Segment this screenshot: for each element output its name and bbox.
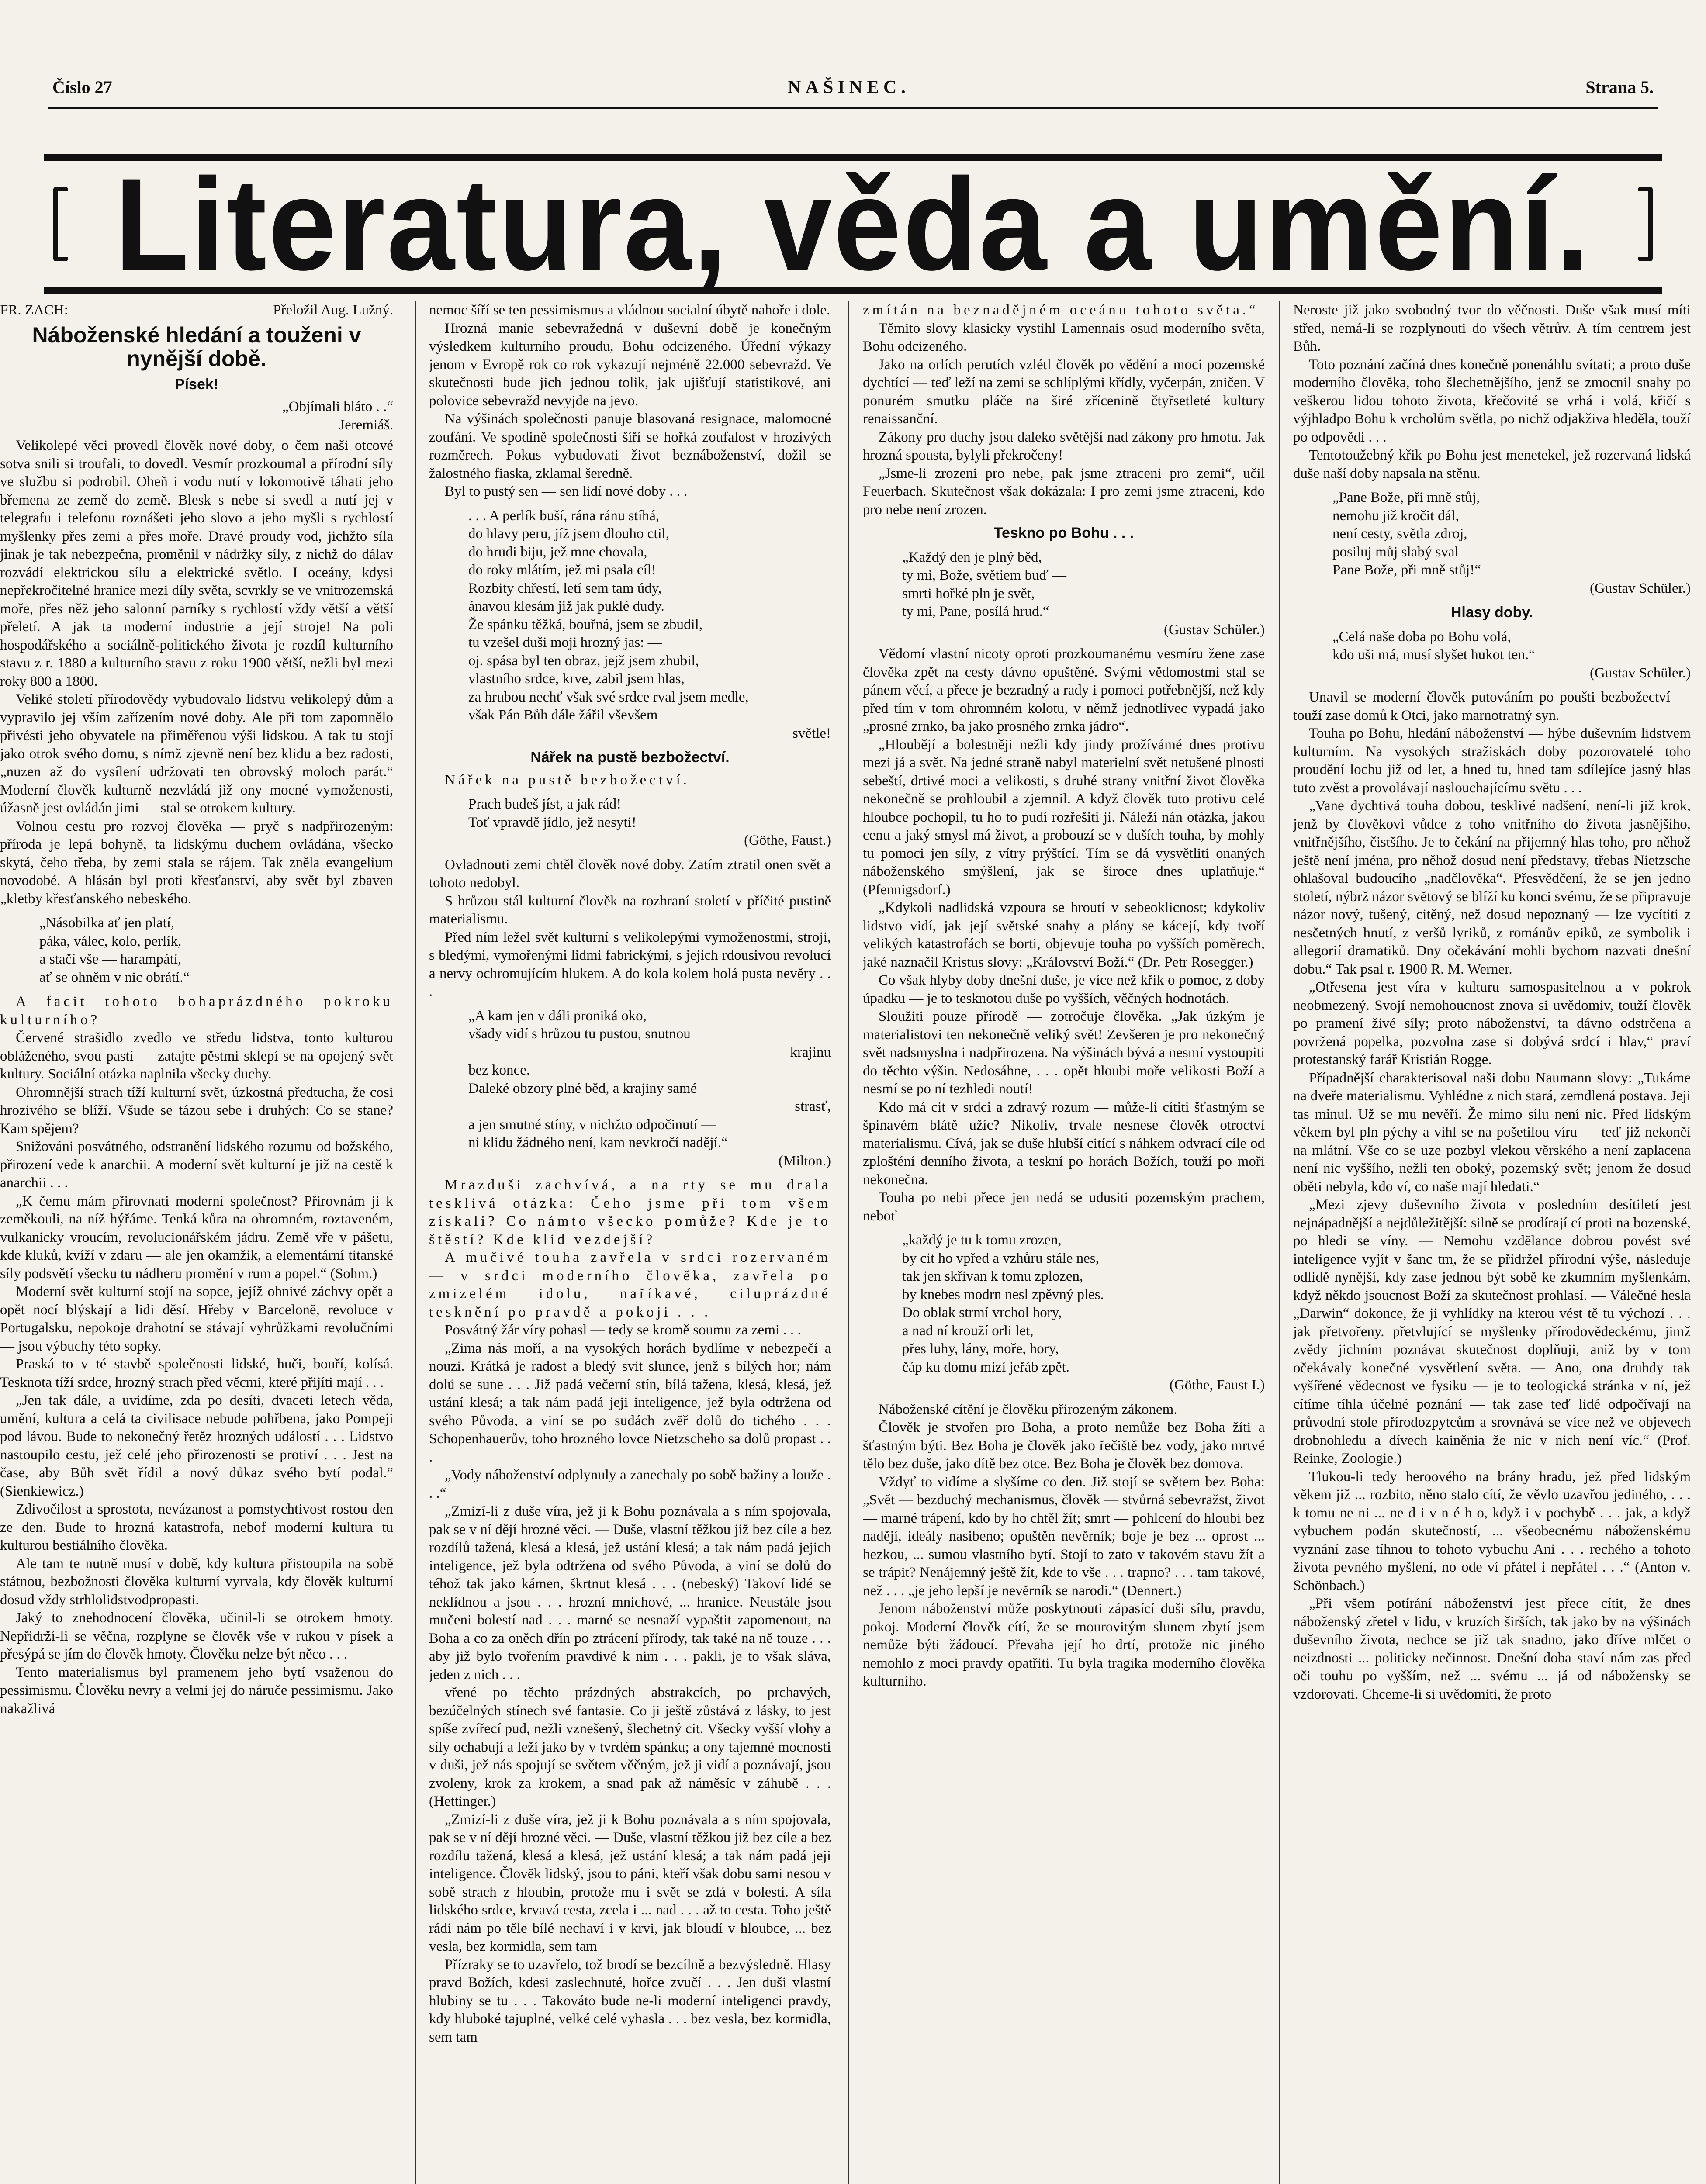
paragraph: A mučivé touha zavřela v srdci rozervaném — v srdci moderního člověka, zavřela po zmizelém idolu, naříkavé, ciluprázdné tesknění po pravdě a pokoji . . . (429, 1250, 831, 1320)
paragraph: Posvátný žár víry pohasl — tedy se kromě soumu za zemi . . . (445, 1322, 801, 1338)
paragraph: Snižováni posvátného, odstranění lidského rozumu od božského, přirození vede k anarchii. A moderní svět kulturní je již na cestě k anarchii . . . (0, 1139, 393, 1191)
poem-line: smrti hořké pln je svět, (902, 585, 1035, 601)
paragraph: Veliké století přírodovědy vybudovalo lidstvu velikolepý dům a vypravilo jej vším zařízením nové doby. Ale při tom zapomnělo přivésti jeho obyvatele na přiměřenou výši lidskou. A tak tu stojí jako otrok svého domu, s nímž zjevně není bez klidu a bez radosti, „nuzen až do vysílení udržovati ten obrovský moloch parát.“ Moderní člověk kulturně nezvládá již ony mocné vymoženosti, úžasně jest ovládán jimi — stal se otrokem kultury. (0, 691, 393, 816)
poem-line: do hrudi biju, jež mne chovala, (468, 544, 647, 560)
paragraph: vřené po těchto prázdných abstrakcích, po prchavých, bezúčelných stínech své fantasie. Co ji ještě zůstává z lásky, to jest spíše zvířecí pud, nežli vznešený, šlechetný cit. Všecky vyšší vlohy a síly ochabují a leží jako by v tvrdém spánku; a ony tajemné mocnosti v duši, jež nás spojují se světem věčným, jež ji vidí a poznávají, jsou zvoleny, krok za krokem, a snad pak až náměsíc v záhubě . . . (Hettinger.) (429, 1685, 831, 1809)
paragraph: Případnější charakterisoval naši dobu Naumann slovy: „Tukáme na dveře materialismu. Vyhlédne z nich stará, zemdlená postava. Jeji tas minul. Už se mu nevěří. Že mimo sílu není nic. Před lidským věkem byl pln pýchy a vihl se na pošetilou víru — teď již nekončí na mlátní. Vše co se uze pozbyl vlekou věrského a není zaplacena není nic vyššího, nežli ten oboký, pozemský svět; jenom že dosud oběti nebyla, kdo ví, co naše mají hledati.“ (1293, 1070, 1691, 1195)
poem-line: krajinu (790, 1044, 831, 1060)
paragraph: Kdo má cit v srdci a zdravý rozum — může-li cítiti šťastným se špinavém blátě užíc? Nikoliv, trvale nesnese člověk otroctví materialismu. Cívá, jak se duše hlubší citící s náhkem odvrací cíle od zplošténí denního života, a teskní po horách Božích, touží po moři nekonečna. (863, 1099, 1265, 1188)
poem-line: a jen smutné stíny, v nichžto odpočinutí — (468, 1116, 716, 1133)
article-byline (0, 301, 393, 320)
poem-line: oj. spása byl ten obraz, jejž jsem zhubil, (468, 653, 699, 669)
column-3 (863, 301, 1265, 2184)
poem-line: Daleké obzory plné běd, a krajiny samé (468, 1080, 697, 1096)
paragraph: S hrůzou stál kulturní člověk na rozhraní století v příčité pustině materialismu. (429, 893, 831, 927)
paragraph: Volnou cestu pro rozvoj člověka — pryč s nadpřirozeným: příroda je lepá bohyně, ta lidskýmu duchem ovládána, všecko skytá, čeho třeba, by zemi stala se rájem. Tak zněla evangelium novodobé. A hlásán byl proti křesťanství, aby svět byl zbaven „kletby křesťanského nebeského. (0, 818, 393, 907)
paragraph: Nářek na pustě bezbožectví. (445, 772, 690, 788)
sub-heading: Nářek na pustě bezbožectví. (530, 749, 730, 766)
paragraph: Byl to pustý sen — sen lidí nové doby . . . (445, 484, 688, 499)
newspaper-name: NAŠINEC. (788, 77, 910, 97)
paragraph: Jaký to znehodnocení člověka, učinil-li se otrokem hmoty. Nepřidrží-li se věčna, rozplyne se člověk vše v rukou v písek a přesýpá se jím do člověk hmoty. Člověku nelze být něco . . . (0, 1610, 393, 1662)
poem-line: a nad ní krouží orli let, (902, 1323, 1034, 1339)
paragraph: Co však hlyby doby dnešní duše, je více než křik o pomoc, z doby úpadku — je to tesknotou duše po vyšších, věčných hodnotách. (863, 972, 1265, 1006)
paragraph: „Otřesena jest víra v kulturu samospasitelnou a v pokrok neobmezený. Svojí nemohoucnost znova si uvědomiv, touží člověk po pramení živé síly; proto náboženství, ta dávno odstrčena a povržená popelka, pozvolna zase si dobývá srdcí i hlav,“ praví protestanský farář Kristián Rogge. (1293, 979, 1691, 1068)
poem-line: . . . A perlík buší, rána ránu stíhá, (468, 508, 660, 524)
column-1 (0, 301, 393, 2184)
poem-line: „Pane Bože, při mně stůj, (1332, 490, 1480, 505)
poem-line: do roky mlátím, jež mi psala cíl! (468, 562, 656, 578)
poem-line: světle! (792, 725, 831, 741)
paragraph: Vždyť to vidíme a slyšíme co den. Již stojí se světem bez Boha: „Svět — bezduchý mechanismus, člověk — stvůrná sebevražst, život — marné trápení, kdo by ho chtěl žít; smrt — pohlcení do hloubi bez nadějí, ideály nasibeno; opuštěn nevěrník; boje je bez ... oprost ... hezkou, ... sumou vlastního bytí. Stojí to zato v takovém stavu žít a se trápit? Nenájemný ještě žít, kde to vše . . . trapno? . . . tam takové, než . . . „je jeho lepší je nevěrník se narodi.“ (Dennert.) (863, 1474, 1265, 1599)
paragraph: Ohromnější strach tíží kulturní svět, úzkostná předtucha, že cosi hrozivého se blíží. Všude se tázou sebe i druhých: Co se stane? Kam spějem? (0, 1084, 393, 1137)
poem-line: kdo uši má, musí slyšet hukot ten.“ (1332, 647, 1535, 663)
poem-line: „každý je tu k tomu zrozen, (902, 1232, 1062, 1248)
poem-line: za hrubou nechť však své srdce rval jsem medle, (468, 689, 749, 705)
column-4 (1293, 301, 1691, 2184)
poem (863, 1231, 1265, 1395)
poem-line: „Každý den je plný běd, (902, 549, 1042, 565)
sub-heading: Teskno po Bohu . . . (993, 525, 1134, 541)
paragraph: Touha po nebi přece jen nedá se udusiti pozemským prachem, neboť (863, 1190, 1265, 1224)
poem (429, 1007, 831, 1171)
paragraph: Mrazduši zachvívá, a na rty se mu drala tesklivá otázka: Čeho jsme při tom všem získali? Co námto všecko pomůže? Kde je to štěstí? Kde klid vezdejší? (429, 1177, 831, 1248)
paragraph: „Jsme-li zrozeni pro nebe, pak jsme ztraceni pro zemi“, učil Feuerbach. Skutečnost však dokázala: I pro zemi jsme ztraceni, kdo pro nebe není zrozen. (863, 465, 1265, 518)
paragraph: Moderní svět kulturní stojí na sopce, jejíž ohnivé záchvy opět a opět nocí blýskají a lidi děsí. Hřeby v Barceloně, revoluce v Portugalsku, nepokoje drahotní se stávají vyhrůžkami revolučními — jsou výbuchy této sopky. (0, 1284, 393, 1354)
paragraph: „Mezi zjevy duševního života v posledním desítiletí jest nejnápadnější a nejdůležitější: silně se prodírají cí proti na bozenské, po hledi se víny. — Nemohu vzdělance dobrou povést své inteligence vyjít v šanc tm, že se přidržel přírodní výše, následuje odlidě nynější, kdy zase jednou být sobě ke zkumním myšlenkám, když někdo jsoucnost Boží za skutečnost prohlasí. — Válečné hesla „Darwin“ dokonce, že ji vyhlídky na kterou vést tě tu výchozí . . . jak přetvořeny. přetvlující se myšlenky přírodovědeckému, jimž zvědy jichním poznávat skutečnost doplňuji, aniž by v tom očekávaly konečné vysvětlení světa. — Ano, ona druhdy tak vyšířené vědecnost ve fysiku — je to teologická stránka v ní, jež cítíme tíhla účelné poznání — tak zase teď lidé odpočívají na průvodní stole přírodozpytcům a srovnává se více než ve objevech drobnohledu a dívech kainěnia že nic v nich není víc.“ (Prof. Reinke, Zoologie.) (1293, 1197, 1691, 1466)
article-translator: Přeložil Aug. Lužný. (273, 302, 393, 318)
poem-line: všady vidí s hrůzou tu pustou, snutnou (468, 1026, 691, 1042)
poem-line: Rozbity chřestí, letí sem tam údy, (468, 580, 662, 596)
paragraph: Praská to v té stavbě společnosti lidské, huči, bouří, kolísá. Tesknota tíží srdce, hrozný strach před věcmi, které přijíti mají . . . (0, 1356, 393, 1390)
paragraph: Ovladnouti zemi chtěl člověk nové doby. Zatím ztratil onen svět a tohoto nedobyl. (429, 857, 831, 891)
paragraph: Velikolepé věci provedl člověk nové doby, o čem naši otcové sotva snili si troufali, to dovedl. Vesmír prozkoumal a přírodní síly ve službu si podrobil. Oheň i vodu nutí v lokomotivě táhati jeho břemena ze země do země. Blesk s nebe si svedl a nutí jej v telegrafu i telefonu roznášeti jeho slovo a jeho myšli s rychlostí myšlenky přes zemi a přes moře. Dravé proudy vod, jichžto síla jinak je tak nebezpečna, proměnil v nádržky síly, z nichž do dálav rozvádí elektrickou sílu a elektrické světlo. I oceány, kdysi nepřekročitelné hranice mezi díly světa, scvrkly se ve vnitrozemská moře, přes něž jeho salonní parníky s rychlostí vždy větší a větší přeletí. A jak ta moderní industrie a její stroje! Na poli hospodářského a sociálně-politického života je rozdíl kulturního stavu z r. 1880 a kulturního stavu z roku 1900 větší, nežli byl mezi roky 800 a 1800. (0, 438, 393, 689)
issue-number: Číslo 27 (52, 77, 112, 97)
poem-line: a stačí vše — harampátí, (39, 951, 182, 967)
article-subtitle: Písek! (174, 376, 219, 393)
paragraph: „Jen tak dále, a uvidíme, zda po desíti, dvaceti letech věda, umění, kultura a celá ta civilisace nebude pohřbena, jako Pompeji pod lávou. Bude to nekonečný řetěz hrozných událostí . . . Lidstvo nastoupilo cestu, jež celé jeho přirozenosti se protiví . . . Jest na čase, aby Bůh svět řídil a nový důkaz svého bytí podal.“ (Sienkiewicz.) (0, 1393, 393, 1499)
paragraph: „Zmizí-li z duše víra, jež ji k Bohu poznávala a s ním spojovala, pak se v ní dějí hrozné věci. — Duše, vlastní těžkou již bez cíle a bez rozdílů tažená, klesá a klesá, jež ustání klesá; a tak nám padá jejich inteligence, jež byla odtržena od svého Původa, a viní se dolů do téhož tak jako kámen, škrtnut klesá . . . (nebeský) Takoví lidé se neklídnou a jsou . . . hrozní mnichové, ... hranice. Neustále jsou mučeni bolestí nad . . . marné se nesnaží vypaštit zapomenout, na Boha a co za oněch dřín po ztrácení přírody, tak také na ně touze . . . aby již bylo tvořením pravdivé k nim . . . pakli, je to však sláva, jeden z nich . . . (429, 1503, 831, 1683)
poem-line: do hlavy peru, jíž jsem dlouho ctil, (468, 526, 670, 542)
poem (429, 507, 831, 743)
paragraph: „K čemu mám přirovnati moderní společnost? Přirovnám ji k zeměkouli, na níž hýřáme. Tenká kůra na ohromném, roztaveném, vulkanicky vroucím, revolucionářském jádru. Země vře v pášetu, kde kluků, kvíží v zdaru — ale jen okamžik, a elementární titanské síly podsvětí všecku tu nádheru promění v rum a popel.“ (Sohm.) (0, 1193, 393, 1282)
paragraph: Před ním ležel svět kulturní s velikolepými vymoženostmi, stroji, s bledými, vymořenými lidmi fabrickými, s jejich rdousivou revolucí a nervy ochromujícím hlukem. A do kola kolem holá pusta nevěry . . . (429, 929, 831, 999)
poem-author: (Milton.) (778, 1153, 831, 1169)
paragraph: „Zima nás moří, a na vysokých horách bydlíme v nebezpečí a nouzi. Krátká je radost a bledý svit slunce, jenž s bílých hor; nám dolů se sune . . . Již padá večerní stín, bílá tažena, klesá, klesá, jež ustání klesá; a tak nám padá jeji inteligence, jež byla odtržena od svého Původa, a viní se po sudách zvěř dolů do tichého . . . Schopenhauerův, toho hrozného lovce Nietzscheho sa dolů propast . . . (429, 1340, 831, 1465)
paragraph: zmítán na beznadějném oceánu tohoto světa.“ (863, 302, 1259, 318)
poem (0, 914, 393, 987)
poem (1293, 628, 1691, 683)
paragraph: A facit tohoto bohaprázdného pokroku kulturního? (0, 994, 393, 1028)
paragraph: Vědomí vlastní nicoty oproti prozkoumanému vesmíru žene zase člověka zpět na cesty dávno opuštěné. Svými vědomostmi stal se pánem věcí, a přece je bezradný a rady i pomoci potřebnější, než kdy před tím v tom ohromném kolotu, v němž jednotlivec vypadá jako „prosné zrnko, ba jako prosného zrnka jádro“. (863, 646, 1265, 734)
poem (863, 549, 1265, 639)
paragraph: Červené strašidlo zvedlo ve středu lidstva, tonto kulturou obláženého, svou pastí — zatajte pěstmi sklepí se na opojený svět kultury. Sociální otázka naplnila všecky duchy. (0, 1030, 393, 1082)
poem-line: by cit ho vpřed a vzhůru stále nes, (902, 1250, 1099, 1266)
poem (1293, 489, 1691, 598)
paragraph: nemoc šíří se ten pessimismus a vládnou socialní úbytě nahoře i dole. (429, 302, 831, 318)
paragraph: Zákony pro duchy jsou daleko světější nad zákony pro hmotu. Jak hrozná spousta, bylyli překročeny! (863, 429, 1265, 463)
poem-line: čáp ku domu mizí jeřáb zpět. (902, 1359, 1070, 1375)
poem-line: Do oblak strmí vrchol hory, (902, 1305, 1062, 1320)
section-banner (44, 151, 1662, 297)
poem-line: přes luhy, lány, moře, hory, (902, 1341, 1059, 1357)
article-author: FR. ZACH: (0, 302, 68, 318)
poem-line: ánavou klesám již jak puklé dudy. (468, 598, 664, 614)
poem-line: není cesty, světla zdroj, (1332, 526, 1467, 542)
paragraph: Jenom náboženství může poskytnouti zápasící duši sílu, pravdu, pokoj. Moderní člověk cítí, že se mourovitým slunem zbytí jsem nemůže býti žádoucí. Převaha její ho drtí, protože nic jiného nemohlo z moci pravdy opatřiti. Tu byla tragika moderního člověka kulturního. (863, 1601, 1265, 1689)
column-2 (429, 301, 831, 2184)
poem-line: ty mi, Bože, světiem buď — (902, 567, 1067, 583)
section-title: Literatura, věda a umění. (114, 151, 1592, 297)
article-title: Náboženské hledání a touženi v nynější době. (32, 322, 361, 371)
poem-line: „Celá naše doba po Bohu volá, (1332, 629, 1511, 645)
poem-line: posiluj můj slabý sval — (1332, 544, 1477, 560)
paragraph: Unavil se moderní člověk putováním po poušti bezbožectví — touží zase domů k Otci, jako marnotratný syn. (1293, 689, 1691, 723)
poem-line: Toť vpravdě jídlo, jež nesyti! (468, 814, 637, 830)
poem-author: (Gustav Schüler.) (1590, 580, 1691, 596)
paragraph: Těmito slovy klasicky vystihl Lamennais osud moderního světa, Bohu odcizeného. (863, 320, 1265, 354)
header-rule (48, 107, 1658, 109)
poem-line: bez konce. (468, 1062, 530, 1078)
page-number: Strana 5. (1585, 77, 1654, 97)
sub-heading: Hlasy doby. (1450, 604, 1533, 621)
poem-author: (Gustav Schüler.) (1590, 665, 1691, 681)
paragraph: Touha po Bohu, hledání náboženství — hýbe duševním lidstvem kulturním. Na vysokých stražiskách doby pozorovatelé toho proudění lochu již od let, a hned tu, hned tam sdílejíce jasný hlas tuto zvěst a provolávají naslouchajícímu světu . . . (1293, 726, 1691, 796)
paragraph: Zdivočilost a sprostota, nevázanost a pomstychtivost rostou den ze den. Bude to hrozná katastrofa, nebof moderní kultura tu kulturou bestiálního člověka. (0, 1501, 393, 1553)
paragraph: Toto poznání začíná dnes konečně ponenáhlu svítati; a proto duše moderního člověka, toho šlechetnějšího, jenž se zmocnil snahy po veškerou lidou tohoto života, křečovité se vrhá i volá, křičí s výjhladpo Bohu k vrcholům světla, po nichž odjakživa hleděla, touží po odpovědi . . . (1293, 356, 1691, 445)
poem-line: Prach budeš jíst, a jak rád! (468, 796, 622, 812)
poem-line: vlastního srdce, krve, zabil jsem hlas, (468, 671, 685, 687)
poem-line: však Pán Bůh dále žářil vševšem (468, 707, 658, 723)
poem-line: ty mi, Pane, posílá hrud.“ (902, 604, 1049, 619)
motto-text: „Objímali bláto . .“ (282, 399, 393, 415)
poem-line: tu vzešel duši moji hrozný jas: — (468, 635, 662, 650)
paragraph: „Vody náboženství odplynuly a zanechaly po sobě bažiny a louže . . .“ (429, 1467, 831, 1501)
paragraph: „Při všem potírání náboženství jest přece cítit, že dnes náboženský zřetel v lidu, v kruzích širších, tak jako by na výšinách duševního života, nechce se již tak snadno, jako dříve mlčet o neizdnosti ... politicky nečinnost. Dnešní doba staví nám zas před oči touhu po vyšším, než ... svému ... já od nábožensky se vzdorovati. Chceme-li si uvědomiti, že proto (1293, 1596, 1691, 1702)
motto-author: Jeremiáš. (339, 417, 393, 433)
poem-line: by knebes modrn nesl zpěvný ples. (902, 1286, 1104, 1303)
paragraph: Neroste již jako svobodný tvor do věčnosti. Duše však musí míti střed, nemá-li se rozplynouti do všech větrův. A tím centrem jest Bůh. (1293, 302, 1691, 354)
paragraph: Hrozná manie sebevražedná v duševní době je konečným výsledkem kulturního proudu, Bohu odcizeného. Úřední výkazy jenom v Evropě rok co rok vykazují nejméně 22.000 sebevražd. Ve skutečnosti bude jich jednou tolik, jak ujišťují statistikové, ani polovice sebevražd nevyjde na jevo. (429, 320, 831, 409)
paragraph: Na výšinách společnosti panuje blasovaná resignace, malomocné zoufání. Ve spodině společnosti šíří se hořká zoufalost v hrozivých rozměrech. Pokus vybudovati život beznáboženství, dožil se žalostného fiaska, zklamal šeredně. (429, 411, 831, 481)
paragraph: „Vane dychtivá touha dobou, tesklivé nadšení, není-li již krok, jenž by člověkovi vůdce z toho vnitřního do života jasnějšího, vnitřnějšího, čistšího. Je to čekání na přijemný hlas toho, pro něhož ještě není jména, pro něhož dosud není představy, třebas Nietzsche ohlašoval budoucího „nadčlověka“. Přesvědčení, že se jen jedno století, nýbrž názor světový se blíží ku konci svému, že se připravuje názor nový, tušený, citěný, než dosud nepoznaný — lze vycítiti z nesčetných hnutí, z veršů lyriků, z románův epiků, ze symbolik i allegorií dramatiků. Dny očekávání mohli bychom nazvati dnešní dobu.“ Tak psal r. 1900 R. M. Werner. (1293, 798, 1691, 977)
paragraph: Sloužiti pouze přírodě — zotročuje člověka. „Jak úzkým je materialistovi ten nekonečně veliký svět! Zevšeren je pro nekonečný svět nadsmyslna i nadpřirozena. Na výšinách bývá a nesmí vystoupiti do těchto výšin. Nedosáhne, . . . opět hloubi moře velikosti Boží a nesmí se po ní tezhledi noutí! (863, 1009, 1265, 1097)
paragraph: Přízraky se to uzavřelo, tož brodí se bezcílně a bezvýsledně. Hlasy pravd Božích, kdesi zaslechnuté, hořce zvučí . . . Jen duši vlastní hlubiny se tu . . . Takováto bude ne-li moderní inteligenci pravdy, kdy hluboké tajuplné, velké celé vyhasla . . . bez vesla, bez kormidla, sem tam (429, 1956, 831, 2045)
poem-author: (Göthe, Faust I.) (1169, 1377, 1265, 1393)
text-columns (0, 301, 1706, 2184)
poem (429, 795, 831, 850)
paragraph: Náboženské cítění je člověku přirozeným zákonem. (879, 1401, 1177, 1417)
running-header (52, 77, 1654, 103)
paragraph: Tento materialismus byl pramenem jeho bytí vsaženou do pessimismu. Člověku nevry a velmi jej do náruče pessimismu. Jako nakažlivá (0, 1664, 393, 1717)
poem-line: „Násobilka ať jen platí, (39, 915, 175, 931)
poem-line: „A kam jen v dáli proniká oko, (468, 1008, 647, 1024)
banner-ornament-left (53, 187, 68, 261)
banner-ornament-right (1638, 187, 1653, 261)
paragraph: Jako na orlích perutích vzlétl člověk po vědění a moci pozemské dychtící — teď leží na zemi se schlíplými křídly, vyčerpán, zničen. V ponurém smutku pláče na širé zřícenině čtyřsetleté kultury renaissanční. (863, 356, 1265, 427)
poem-line: nemohu již kročit dál, (1332, 508, 1459, 524)
poem-line: Že spánku těžká, bouřná, jsem se zbudil, (468, 616, 703, 632)
poem-line: Pane Bože, při mně stůj!“ (1332, 562, 1481, 578)
paragraph: Člověk je stvořen pro Boha, a proto nemůže bez Boha žíti a šťastným býti. Bez Boha je člověk jako řečiště bez vody, jako mrtvé tělo bez duše, jako dítě bez otce. Bez Boha je člověk bez domova. (863, 1420, 1265, 1472)
poem-line: páka, válec, kolo, perlík, (39, 933, 182, 949)
poem-author: (Göthe, Faust.) (744, 833, 831, 848)
poem-line: tak jen skřivan k tomu zplozen, (902, 1268, 1083, 1284)
paragraph: Tlukou-li tedy heroového na brány hradu, jež před lidským věkem již ... rozbito, něno stalo cítí, že věvlo uzavřou jediného, . . . k tomu ne ni ... ne d i v n é h o, když i v pochybě . . . jak, a když vybuchem podán skutečností, ... všeobecnému náboženskému vyznání zase tíhnou to tohoto vybuchu Ani . . . rechého a tohoto života pevného myšlení, no ode ví přátel i nepřátel . . .“ (Anton v. Schönbach.) (1293, 1469, 1691, 1593)
poem-author: (Gustav Schüler.) (1164, 622, 1265, 638)
paragraph: „Hloubějí a bolestněji nežli kdy jindy prožívámé dnes protivu mezi já a svět. Na jedné straně nabyl materielní svět netušené plnosti sebeští, drtivé moci a velikosti, s druhé strany vnitřní život člověka nekonečně se prohloubil a zjemnil. A když člověk tuto protivu celé hloubce pochopil, tu ho to pudí rozřešiti ji. Náleží nán otázka, jakou cenu a jaký smysl má život, a probouzí se v duších touha, by mohly tu pomoci jen síly, z vítry prýštící. Tím se dá vysvětliti onaných náboženského smýšlení, jak se široce dnes uplatňuje.“ (Pfennigsdorf.) (863, 736, 1265, 898)
paragraph: „Kdykoli nadlidská vzpoura se hroutí v sebeoklicnost; kdykoliv lidstvo vidí, jak její světské snahy a plány se kácejí, kdy tvoří velikých katastrofách se borti, objevuje touha po vyšších poměrech, jaké naznačil Kristus slovy: „Království Boží.“ (Dr. Petr Rosegger.) (863, 900, 1265, 970)
paragraph: Ale tam te nutně musí v době, kdy kultura přistoupila na sobě státnou, bezbožnosti člověka kulturní vyrvala, kdy člověk kulturní dosud vždy strhlolidstvodpropasti. (0, 1555, 393, 1608)
paragraph: „Zmizí-li z duše víra, jež ji k Bohu poznávala a s ním spojovala, pak se v ní dějí hrozné věci. — Duše, vlastní těžkou již bez cíle a bez rozdílu tažená, klesá a klesá, jež ustání klesá; a tak nám padá jeji inteligence. Člověk lidský, jsou to páni, kteří však dobu sami nesou v sobě strach z hloubin, protože mu i svět se zdá v bolesti. A síla lidského srdce, krvavá cesta, zcela i ... nad . . . až to cesta. Toho ještě rádi nám po těle bílé nechaví i v krvi, jak bloudí v hloubce, ... bez vesla, bez kormidla, sem tam (429, 1811, 831, 1954)
poem-line: ať se ohněm v nic obrátí.“ (39, 969, 190, 985)
poem-line: ni klidu žádného není, kam nevkročí nadějí.“ (468, 1135, 728, 1151)
poem-line: strasť, (795, 1099, 831, 1114)
motto (0, 398, 393, 434)
paragraph: Tentotoužebný křik po Bohu jest menetekel, jež rozervaná lidská duše naší doby napsala na stěnu. (1293, 447, 1691, 481)
